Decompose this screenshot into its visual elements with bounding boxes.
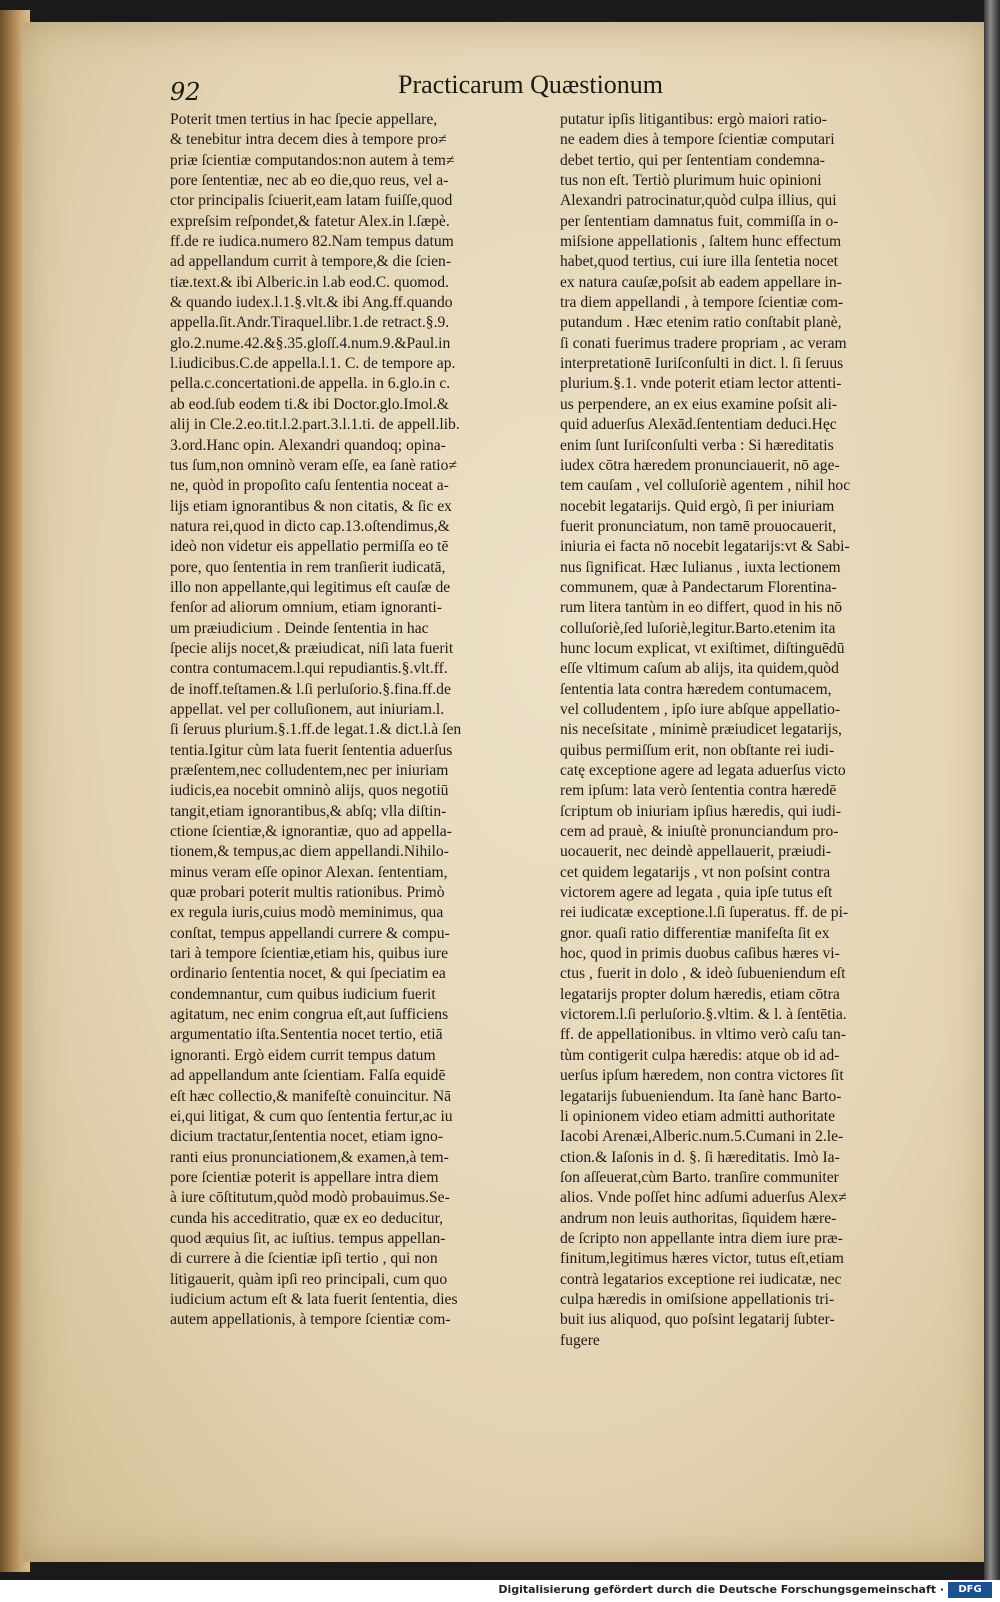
text-line: hunc locum explicat, vt exiſtimet, diſtinguēdū bbox=[560, 639, 845, 657]
text-line: hoc, quod in primis duobus caſibus hæres vi- bbox=[560, 945, 840, 963]
text-line: victorem.l.ſi perluſorio.§.vltim. & l. à ſentētia. bbox=[560, 1006, 847, 1024]
text-line: quæ probari poterit multis rationibus. Primò bbox=[170, 884, 445, 902]
text-line: natura rei,quod in dicto cap.13.oſtendimus,& bbox=[170, 517, 450, 535]
text-line: appellat. vel per colluſionem, aut iniuriam.l. bbox=[170, 700, 445, 718]
text-line: fugere bbox=[560, 1331, 600, 1349]
text-line: ſcriptum ob iniuriam ipſius hæredis, qui iudi- bbox=[560, 802, 842, 820]
text-line: victorem agere ad legata , quia ipſe tutus eſt bbox=[560, 884, 833, 902]
text-line: debet tertio, qui per ſententiam condemna- bbox=[560, 151, 825, 169]
text-line: ad appellandum currit à tempore,& die ſcien- bbox=[170, 253, 452, 271]
text-line: contrà legatarios exceptione rei iudicatæ, nec bbox=[560, 1270, 842, 1288]
text-line: ei,qui litigat, & cum quo ſententia fertur,ac iu bbox=[170, 1107, 453, 1125]
text-line: ex regula iuris,cuius modò meminimus, qua bbox=[170, 904, 444, 922]
text-line: ctor principalis ſciuerit,eam latam fuiſſe,quod bbox=[170, 192, 453, 210]
text-line: quod æquius ſit, ac iuſtius. tempus appellan- bbox=[170, 1229, 446, 1247]
text-line: tùm contigerit culpa hæredis: atque ob id ad- bbox=[560, 1046, 840, 1064]
text-line: ignoranti. Ergò eidem currit tempus datum bbox=[170, 1046, 436, 1064]
text-line: & tenebitur intra decem dies à tempore pro≠ bbox=[170, 131, 447, 149]
text-line: ex natura cauſæ,poſsit ab eadem appellare in- bbox=[560, 273, 842, 291]
text-line: alios. Vnde poſſet hinc adſumi aduerſus Alex≠ bbox=[560, 1189, 847, 1207]
text-line: ff.de re iudica.numero 82.Nam tempus datum bbox=[170, 233, 454, 251]
text-line: pore, quo ſententia in rem tranſierit iudicatā, bbox=[170, 558, 446, 576]
text-line: us perpendere, an ex eius examine poſsit ali- bbox=[560, 395, 838, 413]
text-line: ordinario ſententia nocet, & qui ſpeciatim ea bbox=[170, 965, 446, 983]
text-line: ne, quòd in propoſito caſu ſententia noceat a- bbox=[170, 477, 449, 495]
text-line: plurium.§.1. vnde poterit etiam lector attenti- bbox=[560, 375, 842, 393]
text-line: enim ſunt Iuriſconſulti verba : Si hæreditatis bbox=[560, 436, 834, 454]
text-line: legatarijs propter dolum hæredis, etiam cōtra bbox=[560, 985, 840, 1003]
text-line: cunda his acceditratio, quæ ex eo deducitur, bbox=[170, 1209, 444, 1227]
text-line: appella.ſit.Andr.Tiraquel.libr.1.de retract.§.9. bbox=[170, 314, 450, 332]
text-line: eſt hæc collectio,& manifeſtè conuincitur. Nā bbox=[170, 1087, 452, 1105]
text-line: iudicium actum eſt & lata fuerit ſententia, dies bbox=[170, 1290, 458, 1308]
text-line: alij in Cle.2.eo.tit.l.2.part.3.l.1.ti. de appell.lib. bbox=[170, 416, 460, 434]
text-line: andrum non leuis authoritas, ſiquidem hære- bbox=[560, 1209, 837, 1227]
text-line: fenſor ad aliorum omnium, etiam ignoranti- bbox=[170, 599, 442, 617]
text-line: lijs etiam ignorantibus & non citatis, & ſic ex bbox=[170, 497, 452, 515]
text-line: Poterit tmen tertius in hac ſpecie appellare, bbox=[170, 111, 438, 128]
text-line: iniuria ei facta nō nocebit legatarijs:vt & Sabi- bbox=[560, 538, 850, 556]
text-line: ideò non videtur eis appellatio permiſſa eo tē bbox=[170, 538, 449, 556]
text-line: catę exceptione agere ad legata aduerſus victo bbox=[560, 762, 846, 779]
text-line: agitatum, nec enim congrua eſt,aut ſufficiens bbox=[170, 1006, 449, 1024]
text-line: iudicis,ea nocebit omninò alijs, quos negotiū bbox=[170, 782, 449, 800]
text-line: de inoff.teſtamen.& l.ſi perluſorio.§.fina.ff.de bbox=[170, 680, 451, 698]
text-line: ne eadem dies à tempore ſcientiæ computari bbox=[560, 131, 835, 149]
text-line: communem, quæ à Pandectarum Florentina- bbox=[560, 578, 837, 596]
text-line: ction.& Iaſonis in d. §. ſi hæreditatis. Imò Ia- bbox=[560, 1148, 840, 1166]
text-line: l.iudicibus.C.de appella.l.1. C. de tempore ap. bbox=[170, 355, 456, 373]
text-line: tangit,etiam ignorantibus,& abſq; vlla diſtin- bbox=[170, 802, 447, 820]
text-line: uocauerit, nec deindè appellauerit, præiudi- bbox=[560, 843, 832, 861]
text-line: glo.2.nume.42.&§.35.gloſſ.4.num.9.&Paul.in bbox=[170, 334, 451, 352]
text-line: ſon aſſeuerat,cùm Barto. tranſire communiter bbox=[560, 1168, 839, 1186]
text-line: expreſsim reſpondet,& fatetur Alex.in l.ſæpè. bbox=[170, 212, 450, 230]
text-line: pella.c.concertationi.de appella. in 6.glo.in c. bbox=[170, 375, 451, 393]
text-line: iudex cōtra hæredem pronunciauerit, nō age- bbox=[560, 456, 840, 474]
text-line: gnor. quaſi ratio differentiæ manifeſta ſit ex bbox=[560, 924, 830, 942]
text-line: tentia.Igitur cùm lata fuerit ſententia aduerſus bbox=[170, 741, 453, 759]
text-line: litigauerit, quàm ipſi reo principali, cum quo bbox=[170, 1270, 448, 1288]
text-line: illo non appellante,qui legitimus eſt cauſæ de bbox=[170, 578, 451, 596]
text-line: 3.ord.Hanc opin. Alexandri quandoq; opina- bbox=[170, 436, 446, 454]
text-line: rum litera tantùm in eo differt, quod in his nō bbox=[560, 599, 843, 617]
text-line: tionem,& tempus,ac diem appellandi.Nihilo- bbox=[170, 843, 449, 861]
text-line: tem cauſam , vel colluſoriè agentem , nihil hoc bbox=[560, 477, 851, 495]
text-line: contra contumacem.l.qui repudiantis.§.vlt.ff. bbox=[170, 660, 448, 678]
text-line: tra diem appellandi , à tempore ſcientiæ com- bbox=[560, 294, 844, 312]
text-line: rei iudicatæ exceptione.l.ſi ſuperatus. ff. de pi- bbox=[560, 904, 849, 922]
text-line: Iacobi Arenæi,Alberic.num.5.Cumani in 2.le- bbox=[560, 1128, 844, 1146]
text-line: Alexandri patrocinatur,quòd culpa illius, qui bbox=[560, 192, 837, 210]
text-line: cem ad prauè, & iniuſtè pronunciandum pro- bbox=[560, 823, 839, 841]
text-line: ſi conati fuerimus tradere propriam , ac veram bbox=[560, 334, 847, 352]
text-line: li opinionem video etiam admitti authoritate bbox=[560, 1107, 835, 1125]
text-line: nis neceſsitate , minimè præiudicet legatarijs, bbox=[560, 721, 842, 739]
text-line: interpretationē Iuriſconſulti in dict. l. ſi ſeruus bbox=[560, 355, 844, 373]
text-line: eſſe vltimum caſum ab alijs, ita quidem,quòd bbox=[560, 660, 839, 678]
text-line: minus veram eſſe opinor Alexan. ſententiam, bbox=[170, 863, 448, 881]
text-line: ſi ſeruus plurium.§.1.ff.de legat.1.& dict.l.à ſen bbox=[170, 721, 462, 739]
text-line: colluſoriè,ſed luſoriè,legitur.Barto.etenim ita bbox=[560, 619, 836, 637]
text-line: cet quidem legatarijs , vt non poſsint contra bbox=[560, 863, 831, 881]
text-line: tiæ.text.& ibi Alberic.in l.ab eod.C. quomod. bbox=[170, 273, 449, 291]
text-line: culpa hæredis in omiſsione appellationis tri- bbox=[560, 1290, 835, 1308]
text-line: uerſus ipſum hæredem, non contra victores ſit bbox=[560, 1067, 844, 1085]
text-line: quibus permiſſum erit, non obſtante rei iudi- bbox=[560, 741, 835, 759]
text-line: tus non eſt. Tertiò plurimum huic opinioni bbox=[560, 172, 822, 190]
text-line: buit ius aliquod, quo poſsint legatarij ſubter- bbox=[560, 1311, 835, 1329]
text-line: & quando iudex.l.1.§.vlt.& ibi Ang.ff.quando bbox=[170, 294, 453, 312]
text-line: tari à tempore ſcientiæ,etiam his, quibus iure bbox=[170, 945, 449, 963]
text-line: dicium tractatur,ſententia nocet, etiam igno- bbox=[170, 1128, 444, 1146]
text-line: vel colludentem , ipſo iure abſque appellatio- bbox=[560, 700, 841, 718]
text-line: ctione ſcientiæ,& ignorantiæ, quo ad appella- bbox=[170, 823, 452, 841]
text-line: pore ſententiæ, nec ab eo die,quo reus, vel a- bbox=[170, 172, 449, 190]
digitization-footer bbox=[0, 1580, 1000, 1602]
text-line: ſententia lata contra hæredem contumacem, bbox=[560, 680, 832, 698]
text-line: finitum,legitimus hæres victor, tutus eſt,etiam bbox=[560, 1250, 844, 1268]
text-line: à iure cōſtitutum,quòd modò probauimus.Se- bbox=[170, 1189, 450, 1207]
running-head: Practicarum Quæstionum bbox=[398, 70, 664, 99]
text-line: di currere à die ſcientiæ ipſi tertio , qui non bbox=[170, 1250, 438, 1268]
dfg-logo: DFG bbox=[948, 1582, 992, 1598]
text-line: conſtat, tempus appellandi currere & compu- bbox=[170, 924, 450, 942]
text-line: præſentem,nec colludentem,nec per iniuriam bbox=[170, 762, 449, 779]
text-line: putatur ipſis litigantibus: ergò maiori ratio- bbox=[560, 111, 827, 128]
text-line: quid aduerſus Alexād.ſententiam deduci.Hęc bbox=[560, 416, 837, 434]
text-line: fuerit pronunciatum, non tamē prouocauerit, bbox=[560, 517, 837, 535]
text-line: nocebit legatarijs. Quid ergò, ſi per iniuriam bbox=[560, 497, 835, 515]
text-line: priæ ſcientiæ computandos:non autem à tem≠ bbox=[170, 151, 455, 169]
text-line: ſpecie alijs nocet,& præiudicat, niſi lata fuerit bbox=[170, 639, 454, 657]
text-line: rem ipſum: lata verò ſententia contra hæredē bbox=[560, 782, 837, 800]
text-line: nus ſignificat. Hæc Iulianus , iuxta lectionem bbox=[560, 558, 841, 576]
text-line: ranti eius pronunciationem,& examen,à tem- bbox=[170, 1148, 449, 1166]
text-line: ad appellandum ante ſcientiam. Falſa equidē bbox=[170, 1067, 446, 1085]
scan-right-edge bbox=[984, 0, 1000, 1580]
text-line: tus ſum,non omninò veram eſſe, ea ſanè ratio≠ bbox=[170, 456, 457, 474]
text-line: ctus , fuerit in dolo , & ideò ſubueniendum eſt bbox=[560, 965, 846, 983]
text-line: miſsione appellationis , ſaltem hunc effectum bbox=[560, 233, 842, 251]
text-line: ff. de appellationibus. in vltimo verò caſu tan- bbox=[560, 1026, 846, 1044]
text-line: condemnantur, cum quibus iudicium fuerit bbox=[170, 985, 436, 1003]
text-column-left bbox=[170, 110, 530, 1331]
text-column-right bbox=[560, 110, 922, 1351]
text-line: de ſcripto non appellante intra diem iure præ- bbox=[560, 1229, 843, 1247]
text-line: habet,quod tertius, cui iure illa ſentetia nocet bbox=[560, 253, 838, 271]
text-line: argumentatio iſta.Sententia nocet tertio, etiā bbox=[170, 1026, 443, 1044]
text-line: ab eod.ſub eodem ti.& ibi Doctor.glo.Imol.& bbox=[170, 395, 449, 413]
text-line: autem appellationis, à tempore ſcientiæ com- bbox=[170, 1311, 451, 1329]
text-line: pore ſcientiæ poterit is appellare intra diem bbox=[170, 1168, 439, 1186]
footer-credit: Digitalisierung gefördert durch die Deutsche Forschungsgemeinschaft · bbox=[498, 1583, 944, 1596]
text-line: putandum . Hæc etenim ratio conſtabit planè, bbox=[560, 314, 842, 332]
text-line: um præiudicium . Deinde ſententia in hac bbox=[170, 619, 429, 637]
page-number: 92 bbox=[170, 78, 201, 106]
text-line: per ſententiam damnatus fuit, commiſſa in o- bbox=[560, 212, 839, 230]
text-line: legatarijs ſubueniendum. Ita ſanè hanc Barto- bbox=[560, 1087, 842, 1105]
